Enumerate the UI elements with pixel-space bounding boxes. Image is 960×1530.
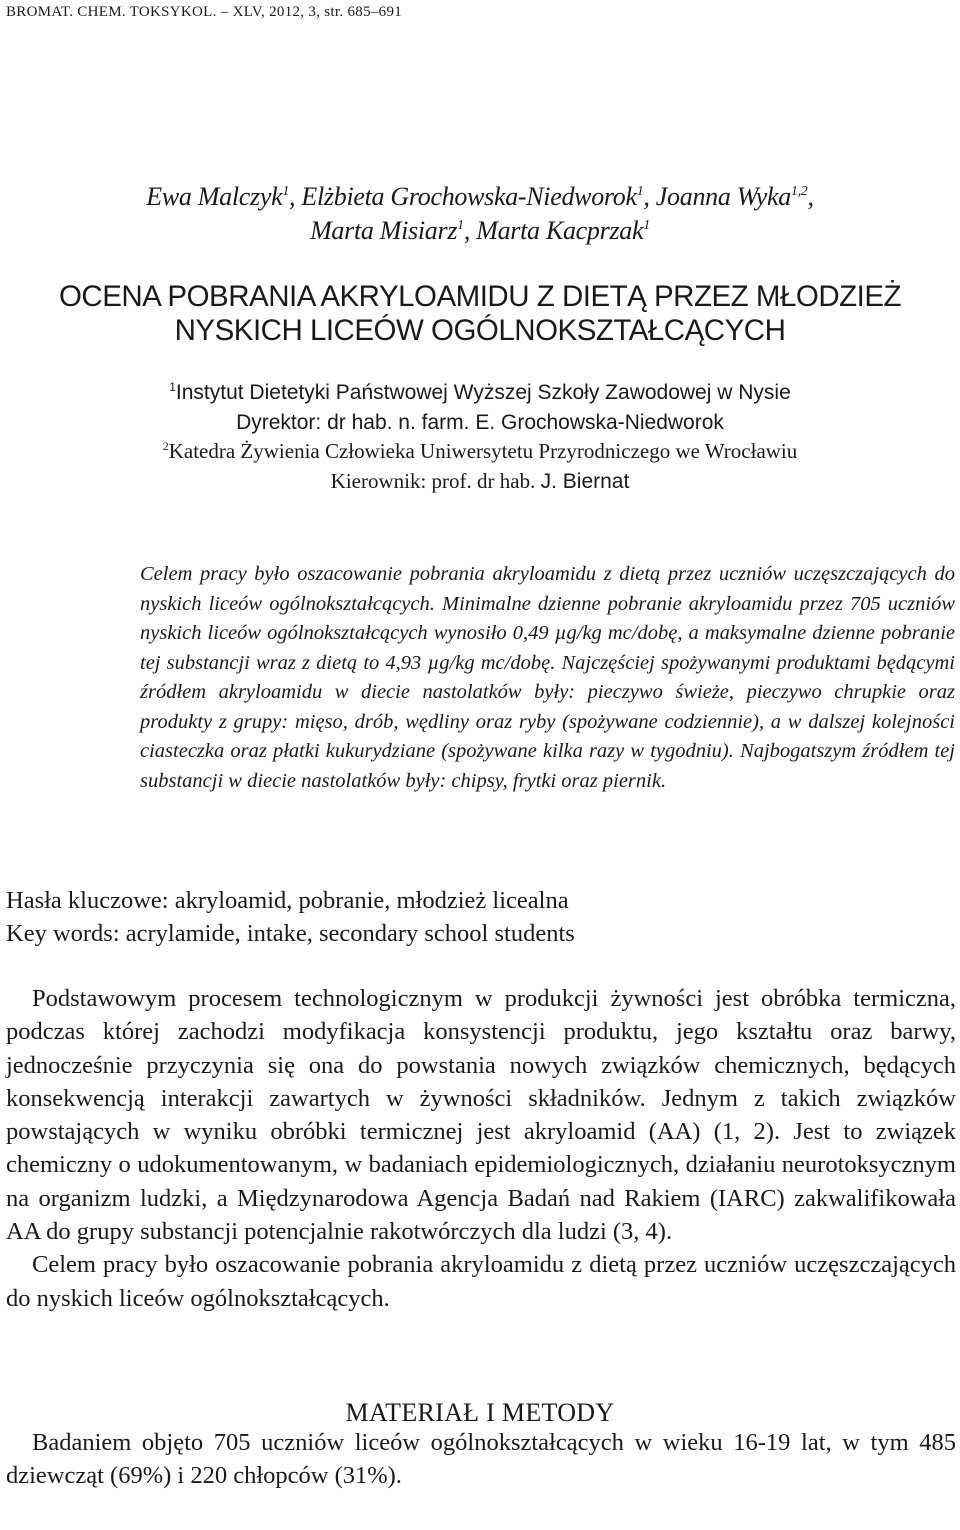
affiliation-2-head: Kierownik: prof. dr hab. J. Biernat [330, 468, 630, 493]
author-separator: , [807, 182, 814, 211]
keywords-polish: Hasła kluczowe: akryloamid, pobranie, młodzież licealna [6, 887, 569, 914]
author-line-2 [0, 214, 960, 248]
author-name: Marta Misiarz [310, 216, 458, 245]
author-affiliation-mark: 1 [636, 184, 644, 199]
author-name: Ewa Malczyk [146, 182, 283, 211]
author-name: , Joanna Wyka [643, 182, 791, 211]
introduction [6, 982, 956, 1315]
affiliation-1-head: Dyrektor: dr hab. n. farm. E. Grochowska-Niedworok [236, 410, 724, 434]
intro-paragraph-1: Podstawowym procesem technologicznym w produkcji żywności jest obróbka termiczna, podczas której zachodzi modyfikacja konsystencji produktu, jego kształtu oraz barwy, jednocześnie przyczynia się ona do powstania nowych związków chemicznych, będących konsekwencją interakcji zawartych w żywności składników. Jednym z takich związków powstających w wyniku obróbki termicznej jest akryloamid (AA) (1, 2). Jest to związek chemiczny o udokumentowanym, w badaniach epidemiologicznych, działaniu neurotoksycznym na organizm ludzki, a Międzynarodowa Agencja Badań nad Rakiem (IARC) zakwalifikowała AA do grupy substancji potencjalnie rakotwórczych dla ludzi (3, 4). [6, 985, 956, 1246]
author-affiliation-mark: 1 [457, 218, 464, 233]
affiliations [0, 378, 960, 496]
paper-title [0, 280, 960, 348]
title-line-1: OCENA POBRANIA AKRYLOAMIDU Z DIETĄ PRZEZ MŁODZIEŻ [58, 280, 902, 313]
abstract: Celem pracy było oszacowanie pobrania akryloamidu z dietą przez uczniów uczęszczających do nyskich liceów ogólnokształcących. Minimalne dzienne pobranie akryloamidu przez 705 uczniów nyskich liceów ogólnokształcących wynosiło 0,49 µg/kg mc/dobę, a maksymalne dzienne pobranie tej substancji wraz z dietą to 4,93 µg/kg mc/dobę. Najczęściej spożywanymi produktami będącymi źródłem akryloamidu w diecie nastolatków były: pieczywo świeże, pieczywo chrupkie oraz produkty z grupy: mięso, drób, wędliny oraz ryby (spożywane codziennie), a w dalszej kolejności ciasteczka oraz płatki kukurydziane (spożywane kilka razy w tygodniu). Najbogatszym źródłem tej substancji w diecie nastolatków były: chipsy, frytki oraz piernik. [140, 563, 955, 792]
affiliation-mark: 2 [162, 439, 169, 453]
author-name: , Elżbieta Grochowska-Niedworok [289, 182, 637, 211]
author-affiliation-mark: 1,2 [790, 184, 808, 199]
author-line-1 [0, 180, 960, 214]
keywords-english: Key words: acrylamide, intake, secondary school students [6, 920, 575, 947]
section-heading-methods: MATERIAŁ I METODY [345, 1398, 615, 1427]
methods-paragraph-1: Badaniem objęto 705 uczniów liceów ogólnokształcących w wieku 16-19 lat, w tym 485 dziewcząt (69%) i 220 chłopców (31%). [6, 1429, 956, 1490]
author-affiliation-mark: 1 [643, 218, 650, 233]
author-list [0, 180, 960, 248]
methods-body [6, 1426, 956, 1493]
keywords [6, 884, 575, 950]
journal-header: BROMAT. CHEM. TOKSYKOL. – XLV, 2012, 3, str. 685–691 [6, 4, 403, 20]
author-name: , Marta Kacprzak [463, 216, 644, 245]
affiliation-2: $^2$Katedra Żywienia Człowieka Uniwersytetu Przyrodniczego we Wrocławiu [162, 439, 798, 463]
affiliation-mark: 1 [169, 380, 176, 394]
title-line-2: NYSKICH LICEÓW OGÓLNOKSZTAŁCĄCYCH [174, 314, 786, 347]
affiliation-1: $^1$Instytut Dietetyki Państwowej Wyższej Szkoły Zawodowej w Nysie [169, 380, 791, 404]
author-affiliation-mark: 1 [282, 184, 290, 199]
intro-paragraph-2: Celem pracy było oszacowanie pobrania akryloamidu z dietą przez uczniów uczęszczających do nyskich liceów ogólnokształcących. [6, 1251, 956, 1312]
